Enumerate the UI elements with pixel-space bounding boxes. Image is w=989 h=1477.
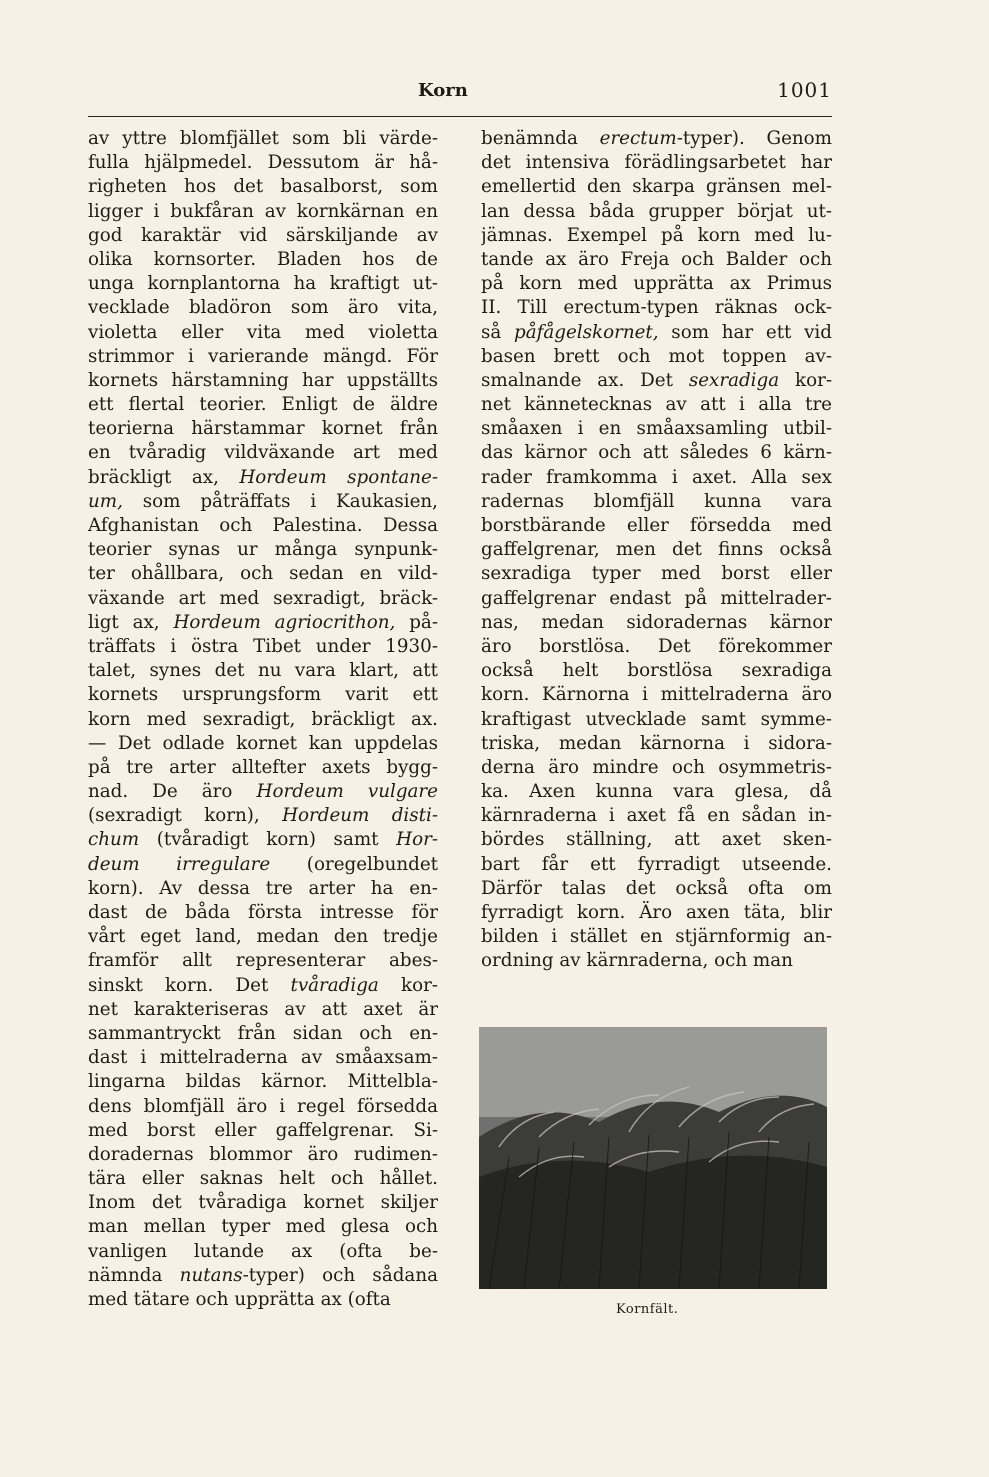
text-line: ligt ax, Hordeum agriocrithon, på- [88,611,438,633]
running-header [88,74,832,108]
text-line: lingarna bildas kärnor. Mittelbla- [88,1071,438,1093]
text-line: på korn med upprätta ax Primus [481,273,832,295]
text-line: net kännetecknas av att i alla tre [481,394,832,416]
text-line: kraftigast utvecklade samt symme- [481,708,832,730]
text-line: jämnas. Exempel på korn med lu- [481,224,832,246]
text-line: ordning av kärnraderna, och man [481,950,793,972]
text-line: emellertid den skarpa gränsen mel- [481,176,832,198]
text-line: korn med sexradigt, bräckligt ax. [88,708,438,730]
text-line: bart får ett fyrradigt utseende. [481,853,832,875]
text-line: korn). Av dessa tre arter ha en- [88,877,438,899]
text-line: sexradiga typer med borst eller [481,563,832,585]
text-line: righeten hos det basalborst, som [88,176,438,198]
text-line: kärnraderna i axet få en sådan in- [481,805,832,827]
text-line: das kärnor och att således 6 kärn- [481,442,832,464]
text-line: dens blomfjäll äro i regel försedda [88,1095,438,1117]
text-line: nas, medan sidoradernas kärnor [481,611,832,633]
text-line: borstbärande eller försedda med [481,515,832,536]
text-line: nad. De äro Hordeum vulgare [88,781,438,803]
text-line: tande ax äro Freja och Balder och [481,248,832,270]
text-line: (sexradigt korn), Hordeum disti- [88,805,438,827]
text-line: god karaktär vid särskiljande av [88,224,438,246]
text-line: — Det odlade kornet kan uppdelas [88,732,438,754]
text-line: gaffelgrenar, men det finns också [481,539,832,561]
figure-caption: Kornfält. [616,1302,679,1317]
text-line: olika kornsorter. Bladen hos de [88,248,438,270]
text-line: nämnda nutans-typer) och sådana [88,1264,438,1286]
text-line: äro borstlösa. Det förekommer [481,635,832,657]
header-title: Korn [418,80,468,101]
text-line: teorier synas ur många synpunk- [88,539,438,561]
text-line: ett flertal teorier. Enligt de äldre [88,394,438,416]
text-line: så påfågelskornet, som har ett vid [481,321,832,343]
text-line: fyrradigt korn. Äro axen täta, blir [481,902,832,923]
text-line: um, som påträffats i Kaukasien, [88,490,438,512]
text-line: benämnda erectum-typer). Genom [481,128,832,149]
text-line: radernas blomfjäll kunna vara [481,490,832,512]
text-line: också helt borstlösa sexradiga [481,660,832,682]
text-line: av yttre blomfjället som bli värde- [88,128,438,149]
text-line: violetta eller vita med violetta [88,321,438,343]
text-line: vecklade bladöron som äro vita, [88,297,438,319]
text-line: basen brett och mot toppen av- [481,345,832,367]
text-line: fulla hjälpmedel. Dessutom är hå- [88,152,438,174]
text-line: växande art med sexradigt, bräck- [88,587,438,609]
wheat-field-photo [479,1027,827,1289]
text-line: kornets ursprungsform varit ett [88,684,438,706]
text-line: unga kornplantorna ha kraftigt ut- [88,273,438,295]
text-line: träffats i östra Tibet under 1930- [88,635,438,657]
text-line: tära eller saknas helt och hållet. [88,1168,438,1190]
text-line: gaffelgrenar endast på mittelrader- [481,587,832,609]
text-line: ter ohållbara, och sedan en vild- [88,563,438,585]
text-line: Afghanistan och Palestina. Dessa [88,515,438,536]
text-line: lan dessa båda grupper börjat ut- [481,200,832,222]
text-line: triska, medan kärnorna i sidora- [481,732,832,754]
text-line: ligger i bukfåran av kornkärnan en [88,200,438,222]
text-line: smalnande ax. Det sexradiga kor- [481,369,832,391]
text-line: derna äro mindre och osymmetris- [481,756,832,778]
text-line: net karakteriseras av att axet är [88,998,438,1020]
text-line: med tätare och upprätta ax (ofta [88,1289,391,1310]
text-line: man mellan typer med glesa och [88,1216,438,1238]
text-line: II. Till erectum-typen räknas ock- [481,297,832,319]
text-line: talet, synes det nu vara klart, att [88,660,438,682]
text-line: ka. Axen kunna vara glesa, då [481,781,832,803]
text-line: teorierna härstammar kornet från [88,418,438,440]
page-number: 1001 [777,78,832,102]
text-line: rader framkomma i axet. Alla sex [481,466,832,488]
text-line: dast de båda första intresse för [88,902,438,923]
text-line: det intensiva förädlingsarbetet har [481,152,832,174]
text-line: bräckligt ax, Hordeum spontane- [88,466,438,488]
text-line: en tvåradig vildväxande art med [88,442,438,464]
right-text-column [481,127,832,974]
text-line: Inom det tvåradiga kornet skiljer [88,1192,438,1214]
text-line: strimmor i varierande mängd. För [88,345,438,367]
text-line: deum irregulare (oregelbundet [88,853,438,875]
text-line: med borst eller gaffelgrenar. Si- [88,1119,438,1141]
text-line: på tre arter alltefter axets bygg- [88,756,438,778]
text-line: vårt eget land, medan den tredje [88,926,438,948]
left-text-column [88,127,438,1312]
text-line: framför allt representerar abes- [88,950,438,972]
text-line: sammantryckt från sidan och en- [88,1022,438,1044]
text-line: Därför talas det också ofta om [481,877,832,899]
text-line: kornets härstamning har uppställts [88,369,438,391]
text-line: vanligen lutande ax (ofta be- [88,1240,438,1262]
text-line: dast i mittelraderna av småaxsam- [88,1047,438,1069]
text-line: småaxen i en småaxsamling utbil- [481,418,832,440]
text-line: doradernas blommor äro rudimen- [88,1143,438,1165]
text-line: sinskt korn. Det tvåradiga kor- [88,974,438,996]
text-line: korn. Kärnorna i mittelraderna äro [481,684,832,706]
text-line: bilden i stället en stjärnformig an- [481,926,832,948]
text-line: chum (tvåradigt korn) samt Hor- [88,829,438,851]
text-line: bördes ställning, att axet sken- [481,829,832,851]
header-rule [88,116,832,117]
